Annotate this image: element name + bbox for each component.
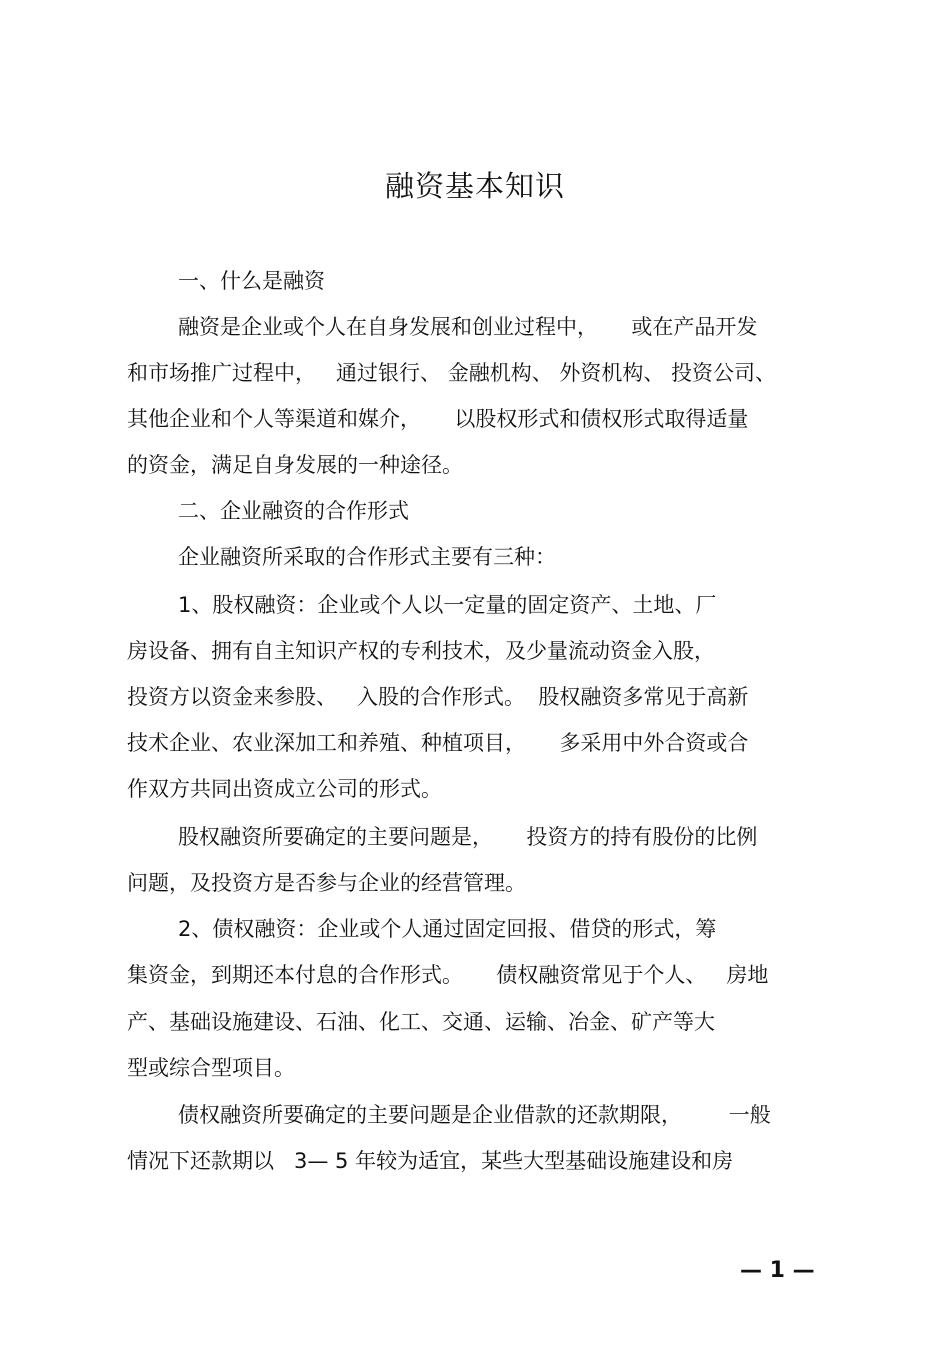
paragraph-line: 企业融资所采取的合作形式主要有三种： <box>178 545 556 569</box>
heading-what-is-financing: 一、什么是融资 <box>178 269 325 293</box>
paragraph-line: 债权融资所要确定的主要问题是企业借款的还款期限， 一般 <box>178 1103 771 1127</box>
paragraph-line: 其他企业和个人等渠道和媒介， 以股权形式和债权形式取得适量 <box>127 407 749 431</box>
paragraph-line: 作双方共同出资成立公司的形式。 <box>127 777 442 801</box>
heading-cooperation-forms: 二、企业融资的合作形式 <box>178 499 409 523</box>
paragraph-line: 问题，及投资方是否参与企业的经营管理。 <box>127 871 526 895</box>
page-number: — 1 — <box>740 1258 815 1283</box>
document-title: 融资基本知识 <box>384 169 565 203</box>
paragraph-line: 情况下还款期以 3— 5 年较为适宜，某些大型基础设施建设和房 <box>127 1149 734 1173</box>
paragraph-line: 2、债权融资：企业或个人通过固定回报、借贷的形式，筹 <box>178 917 717 941</box>
paragraph-line: 1、股权融资：企业或个人以一定量的固定资产、土地、厂 <box>178 593 717 617</box>
paragraph-line: 投资方以资金来参股、 入股的合作形式。 股权融资多常见于高新 <box>127 685 749 709</box>
paragraph-line: 集资金，到期还本付息的合作形式。 债权融资常见于个人、 房地 <box>127 963 769 987</box>
paragraph-line: 产、基础设施建设、石油、化工、交通、运输、冶金、矿产等大 <box>127 1010 715 1034</box>
paragraph-line: 型或综合型项目。 <box>127 1056 295 1080</box>
paragraph-line: 技术企业、农业深加工和养殖、种植项目， 多采用中外合资或合 <box>127 731 749 755</box>
paragraph-line: 房设备、拥有自主知识产权的专利技术，及少量流动资金入股， <box>127 639 715 663</box>
paragraph-line: 的资金，满足自身发展的一种途径。 <box>127 453 463 477</box>
paragraph-line: 股权融资所要确定的主要问题是， 投资方的持有股份的比例 <box>178 825 758 849</box>
paragraph-line: 融资是企业或个人在自身发展和创业过程中， 或在产品开发 <box>178 315 758 339</box>
paragraph-line: 和市场推广过程中， 通过银行、 金融机构、 外资机构、 投资公司、 <box>127 361 777 385</box>
